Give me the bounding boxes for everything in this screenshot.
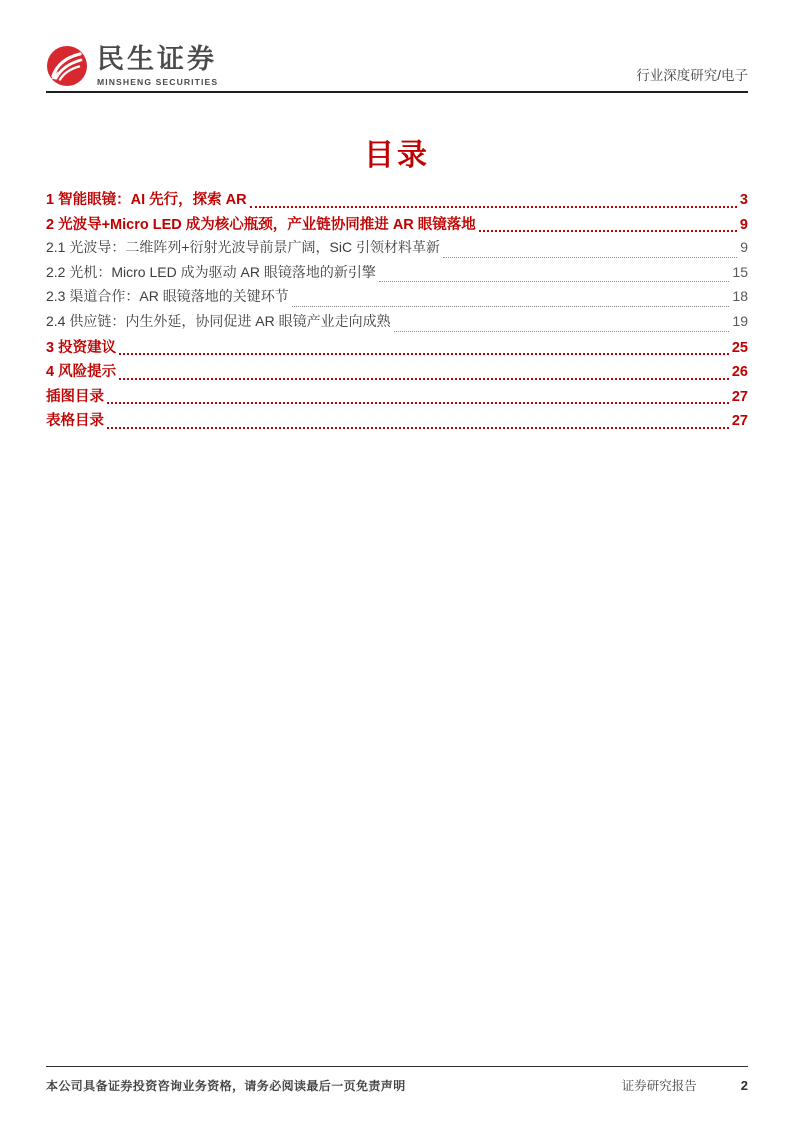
- toc-leader-dots: [119, 378, 729, 380]
- footer-right-group: [622, 1076, 748, 1094]
- brand-name-en: MINSHENG SECURITIES: [97, 76, 219, 87]
- footer-page-number: 2: [740, 1078, 748, 1093]
- brand-text: [97, 45, 218, 87]
- toc-entry[interactable]: [46, 409, 748, 434]
- toc-entry-label: 3 投资建议: [46, 339, 117, 356]
- report-category-label: 行业深度研究/电子: [636, 68, 748, 83]
- footer-report-type: 证券研究报告: [621, 1079, 697, 1093]
- toc-entry[interactable]: [46, 385, 748, 410]
- page-content: [46, 94, 748, 434]
- toc-entry-page: 19: [732, 312, 748, 329]
- toc-entry-page: 25: [731, 339, 748, 356]
- toc-title: 目录: [364, 139, 430, 172]
- page-header: [46, 0, 748, 93]
- toc-entry-page: 9: [739, 216, 748, 233]
- toc-entry-label: 2.3 渠道合作：AR 眼镜落地的关键环节: [46, 288, 289, 305]
- toc-entry[interactable]: [46, 262, 748, 287]
- toc-entry[interactable]: [46, 336, 748, 361]
- toc-entry-label: 1 智能眼镜：AI 先行，探索 AR: [46, 192, 247, 208]
- toc-entry[interactable]: [46, 286, 748, 311]
- toc-leader-dots: [443, 257, 737, 258]
- footer-disclaimer: 本公司具备证券投资咨询业务资格，请务必阅读最后一页免责声明: [46, 1079, 406, 1093]
- toc-entry-page: 9: [740, 239, 748, 256]
- toc-entry[interactable]: [46, 213, 748, 238]
- toc-leader-dots: [379, 281, 730, 282]
- toc-leader-dots: [107, 402, 729, 404]
- brand-name-cn: 民生证券: [97, 44, 217, 75]
- toc-entry[interactable]: [46, 237, 748, 262]
- toc-entry-label: 2.1 光波导：二维阵列+衍射光波导前景广阔，SiC 引领材料革新: [46, 239, 440, 256]
- toc-entry[interactable]: [46, 360, 748, 385]
- toc-leader-dots: [250, 206, 737, 208]
- toc-entry-page: 26: [731, 364, 748, 381]
- toc-entry[interactable]: [46, 188, 748, 213]
- toc-leader-dots: [292, 306, 730, 307]
- minsheng-logo-icon: [46, 45, 88, 87]
- toc-leader-dots: [107, 427, 729, 429]
- toc-entry-page: 27: [731, 388, 748, 405]
- toc-leader-dots: [394, 331, 730, 332]
- toc-leader-dots: [479, 230, 737, 232]
- page-footer: [46, 1066, 748, 1094]
- toc-entry-label: 2.2 光机：Micro LED 成为驱动 AR 眼镜落地的新引擎: [46, 263, 376, 280]
- toc-entry-page: 27: [731, 413, 748, 430]
- toc-entry-label: 插图目录: [46, 388, 104, 405]
- toc-entry-label: 2.4 供应链：内生外延，协同促进 AR 眼镜产业走向成熟: [46, 312, 391, 329]
- toc-entry-label: 2 光波导+Micro LED 成为核心瓶颈，产业链协同推进 AR 眼镜落地: [46, 216, 476, 233]
- brand-block: [46, 45, 218, 91]
- toc-leader-dots: [119, 353, 729, 355]
- toc-entry-page: 3: [739, 192, 748, 208]
- toc-entry[interactable]: [46, 311, 748, 336]
- toc-entry-page: 15: [732, 263, 748, 280]
- toc-entry-label: 表格目录: [46, 413, 104, 430]
- toc-entry-page: 18: [732, 288, 748, 305]
- toc-list: [46, 188, 748, 434]
- toc-entry-label: 4 风险提示: [46, 364, 117, 381]
